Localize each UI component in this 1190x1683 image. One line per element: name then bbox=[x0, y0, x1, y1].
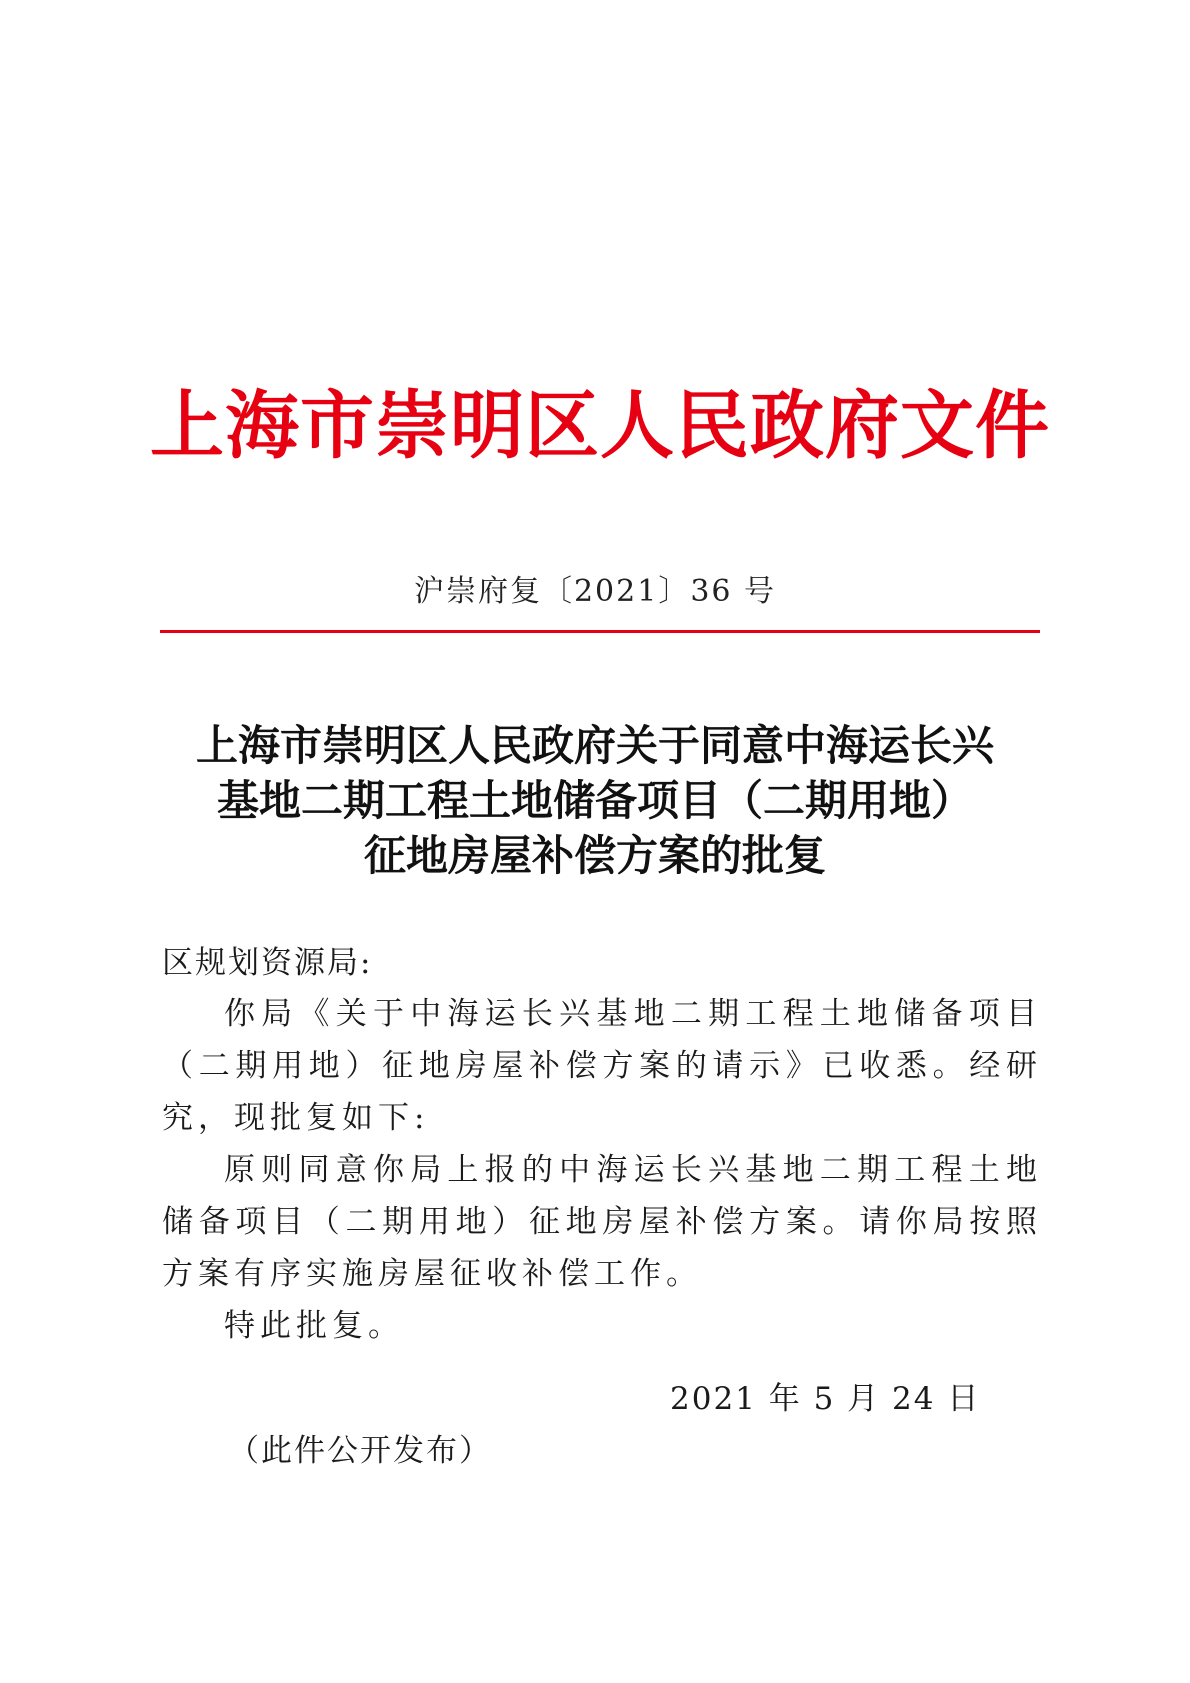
document-title bbox=[150, 718, 1040, 883]
document-title-line-2: 基地二期工程土地储备项目（二期用地） bbox=[216, 776, 973, 825]
body-paragraph-3: 特此批复。 bbox=[224, 1308, 404, 1344]
document-title-line-3: 征地房屋补偿方案的批复 bbox=[363, 831, 826, 880]
body-paragraph-1: 你局《关于中海运长兴基地二期工程土地储备项目（二期用地）征地房屋补偿方案的请示》已收悉。经研究，现批复如下: bbox=[162, 996, 1042, 1136]
document-masthead: 上海市崇明区人民政府文件 bbox=[150, 383, 1050, 469]
issue-date: 2021 年 5 月 24 日 bbox=[670, 1381, 981, 1417]
addressee: 区规划资源局: bbox=[162, 945, 373, 981]
document-title-line-1: 上海市崇明区人民政府关于同意中海运长兴 bbox=[195, 721, 994, 770]
body-paragraph-2: 原则同意你局上报的中海运长兴基地二期工程土地储备项目（二期用地）征地房屋补偿方案。请你局按照方案有序实施房屋征收补偿工作。 bbox=[162, 1152, 1042, 1292]
document-body bbox=[162, 988, 1042, 1352]
red-divider-line bbox=[160, 630, 1040, 633]
public-release-note: （此件公开发布） bbox=[228, 1433, 492, 1469]
document-number: 沪崇府复〔2021〕36 号 bbox=[413, 574, 777, 609]
